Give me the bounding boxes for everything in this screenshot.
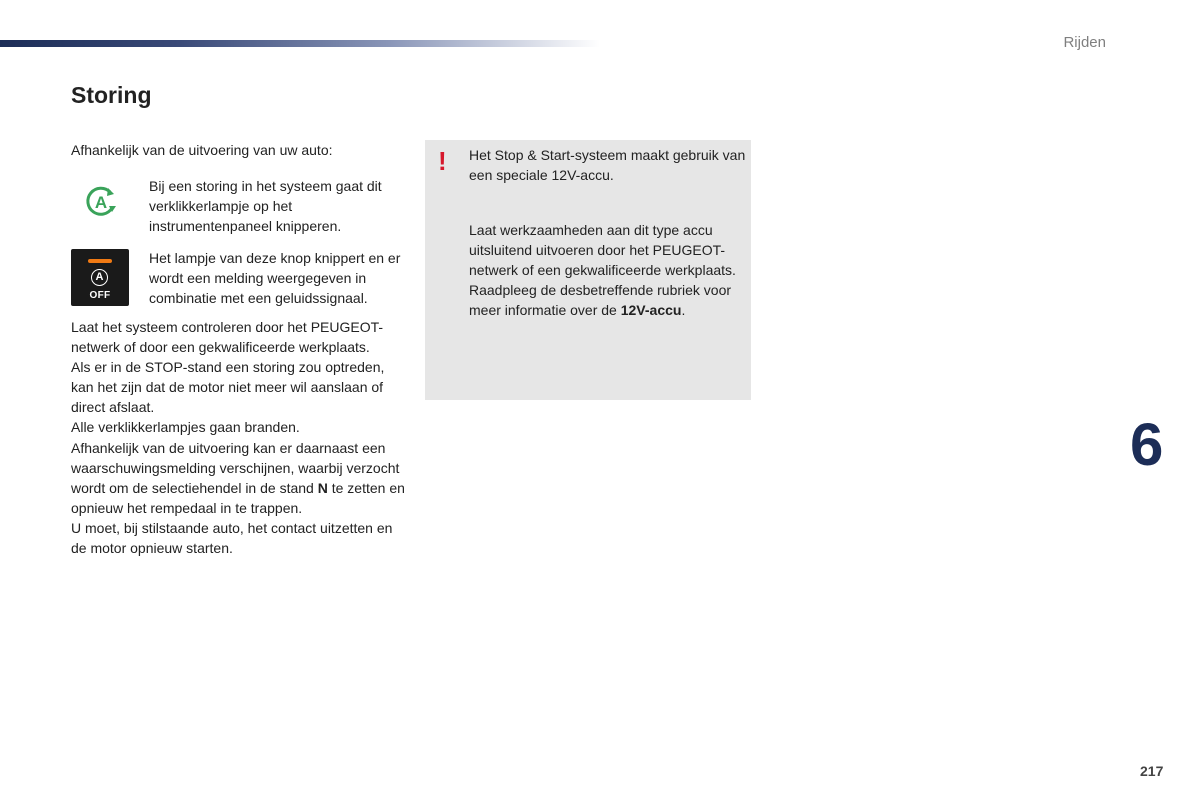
body-paragraph — [71, 438, 406, 518]
off-label: OFF — [89, 290, 111, 301]
warning-light-text: Bij een storing in het systeem gaat dit verklikkerlampje op het instrumentenpaneel knipperen. — [149, 178, 382, 234]
warning-paragraph: Het Stop & Start-systeem maakt gebruik van een speciale 12V-accu. — [469, 147, 746, 183]
body-paragraph: Alle verklikkerlampjes gaan branden. — [71, 419, 300, 436]
bold-text: N — [317, 479, 328, 496]
svg-text:A: A — [94, 193, 108, 212]
text-span: . — [681, 302, 686, 318]
bold-text: 12V-accu — [620, 302, 682, 318]
warning-box — [425, 140, 751, 400]
body-paragraph: Als er in de STOP-stand een storing zou optreden, kan het zijn dat de motor niet meer wil aanslaan of direct afslaat. — [71, 359, 385, 416]
body-paragraph: Laat het systeem controleren door het PEUGEOT-netwerk of door een gekwalificeerde werkplaats. — [71, 319, 384, 356]
body-text — [71, 317, 406, 558]
text-span: Laat werkzaamheden aan dit type accu uitsluitend uitvoeren door het PEUGEOT-netwerk of een gekwalificeerde werkplaats. Raadpleeg de desbetreffende rubriek voor meer informatie over de — [469, 222, 736, 318]
intro-text: Afhankelijk van de uitvoering van uw auto: — [71, 142, 333, 158]
text-span: Afhankelijk van de uitvoering kan er daarnaast een waarschuwingsmelding verschijnen, waarbij verzocht wordt om de selectiehendel in de stand — [71, 439, 400, 496]
exclamation-icon: ! — [438, 146, 447, 176]
page-title: Storing — [71, 82, 152, 108]
page-number: 217 — [1140, 763, 1164, 779]
section-label: Rijden — [1063, 34, 1106, 51]
chapter-number: 6 — [1130, 411, 1164, 478]
indicator-light — [88, 259, 112, 263]
warning-light-item — [71, 176, 401, 236]
off-button-item — [71, 248, 401, 310]
auto-glyph: A — [91, 269, 108, 286]
warning-paragraph — [469, 220, 749, 320]
text-span: te zetten en opnieuw het rempedaal in te trappen. — [71, 479, 405, 516]
stop-start-off-button-icon — [71, 249, 129, 306]
auto-stop-start-warning-icon — [83, 184, 119, 220]
off-button-text: Het lampje van deze knop knippert en er wordt een melding weergegeven in combinatie met een geluidssignaal. — [149, 250, 401, 306]
header-accent-bar — [0, 40, 600, 47]
body-paragraph: U moet, bij stilstaande auto, het contact uitzetten en de motor opnieuw starten. — [71, 519, 393, 557]
